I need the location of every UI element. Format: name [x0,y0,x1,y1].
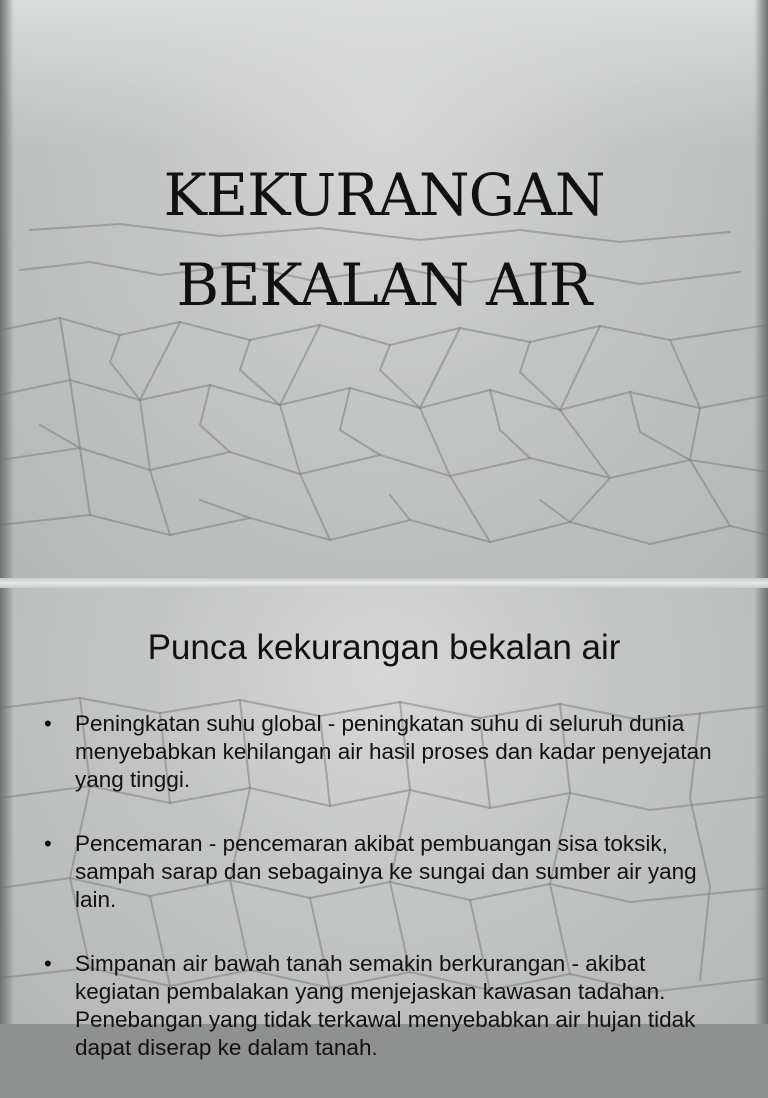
bullet-text: Peningkatan suhu global - peningkatan suhu di seluruh dunia menyebabkan kehilangan air hasil proses dan kadar penyejatan yang tinggi. [75,711,712,792]
content-slide [0,588,768,1060]
bullet-list [44,710,734,1098]
list-item [44,710,734,794]
title-line-2: BEKALAN AIR [176,251,592,319]
bullet-icon: • [44,711,52,736]
title-line-1: KEKURANGAN [163,161,605,229]
slide-divider [0,578,768,588]
bullet-text: Pencemaran - pencemaran akibat pembuangan sisa toksik, sampah sarap dan sebagainya ke sungai dan sumber air yang lain. [75,831,697,912]
slide-title [0,150,768,330]
bullet-text: Simpanan air bawah tanah semakin berkurangan - akibat kegiatan pembalakan yang menjejaskan kawasan tadahan. Penebangan yang tidak terkawal menyebabkan air hujan tidak dapat diserap ke dalam tanah. [75,951,696,1060]
list-item [44,830,734,914]
list-item [44,950,734,1062]
bullet-icon: • [44,831,52,856]
slide-heading: Punca kekurangan bekalan air [147,628,621,667]
bullet-icon: • [44,951,52,976]
